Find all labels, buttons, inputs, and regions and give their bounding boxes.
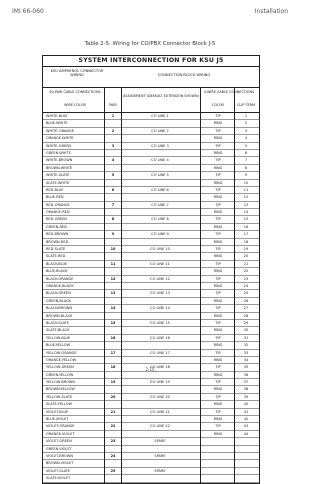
color-cell: TIP (215, 173, 221, 178)
clip-term-cell: 40 (243, 402, 249, 407)
table-row (43, 320, 259, 327)
pair-cell: 20 (110, 394, 116, 399)
table-row (43, 150, 259, 157)
pair-cell: 1 (111, 114, 115, 118)
clip-term-cell: 3 (244, 128, 248, 133)
assignment-cell: CO LINE 5 (151, 173, 169, 178)
table-row (43, 172, 259, 179)
color-cell: TIP (215, 217, 221, 222)
color-cell: TIP (215, 202, 221, 207)
wire-color-cell: YELLOW-GREEN (46, 365, 74, 370)
pair-cell: 13 (110, 291, 116, 296)
clip-term-cell: 29 (243, 320, 249, 325)
table-row (43, 431, 259, 438)
table-row (43, 165, 259, 172)
clip-term-cell: 5 (244, 143, 248, 148)
wire-color-cell: ORANGE-YELLOW (46, 357, 77, 362)
assignment-cell: CO LINE 10 (150, 247, 170, 252)
wire-color-cell: VIOLET-ORANGE (46, 424, 75, 429)
table-body (43, 113, 259, 483)
assignment-cell: CO LINE 8 (151, 217, 169, 222)
pair-cell: 9 (111, 232, 115, 237)
wire-color-cell: BLACK-BLUE (46, 261, 68, 266)
color-heading: COLOR (212, 103, 224, 107)
assignment-cell: CO LINE 2 (151, 128, 169, 133)
wire-color-cell: VIOLET-BROWN (46, 453, 73, 458)
pair-cell: 12 (110, 276, 116, 281)
color-cell: TIP (215, 394, 221, 399)
header-group (43, 67, 259, 88)
color-cell: TIP (215, 187, 221, 192)
pair-cell: 10 (110, 247, 116, 252)
color-cell: TIP (215, 261, 221, 266)
clip-term-cell: 35 (243, 365, 249, 370)
section-title: Installation (254, 8, 288, 15)
wire-color-cell: SLATE-VIOLET (46, 476, 71, 481)
clip-term-cell: 41 (243, 409, 249, 414)
pair-cell: 24 (110, 453, 116, 458)
color-cell: RING (213, 343, 223, 348)
table-row (43, 209, 259, 216)
clip-term-cell: 27 (243, 306, 249, 311)
clip-term-cell: 38 (243, 387, 249, 392)
clip-term-cell: 13 (243, 202, 249, 207)
color-cell: TIP (215, 306, 221, 311)
table-row (43, 305, 259, 312)
table-row (43, 446, 259, 453)
wire-color-cell: WHITE-GREEN (46, 143, 72, 148)
wire-color-cell: GREEN-VIOLET (46, 446, 72, 451)
table-row (43, 298, 259, 305)
four-wire-heading: 4-WIRE CABLE CONNECTIONS (203, 90, 255, 94)
clip-term-cell: 36 (243, 372, 249, 377)
wire-color-cell: YELLOW-SLATE (46, 394, 73, 399)
assignment-cell: CO LINE 14 (150, 306, 170, 311)
clip-term-cell: 42 (243, 417, 249, 422)
color-cell: RING (213, 372, 223, 377)
wire-color-cell: GREEN-BLACK (46, 298, 71, 303)
assignment-cell: CO LINE 19 (150, 380, 170, 385)
table-row (43, 438, 259, 445)
pair-cell: 21 (110, 409, 116, 414)
wire-color-cell: VIOLET-BLUE (46, 409, 69, 414)
wire-color-cell: BLUE-VIOLET (46, 417, 69, 422)
wire-color-cell: BLACK-GREEN (46, 291, 71, 296)
assignment-cell: CO LINE 20 (150, 394, 170, 399)
pair-cell: 2 (111, 128, 115, 133)
table-row (43, 460, 259, 467)
table-row (43, 423, 259, 430)
wire-color-cell: GREEN-WHITE (46, 150, 71, 155)
column-divider (234, 87, 235, 483)
table-row (43, 180, 259, 187)
assignment-cell: SPARE (154, 453, 166, 458)
wire-color-cell: BROWN-WHITE (46, 165, 73, 170)
color-cell: RING (213, 150, 223, 155)
color-cell: RING (213, 431, 223, 436)
wire-color-cell: BLUE-BLACK (46, 269, 68, 274)
clip-term-cell: 14 (243, 210, 249, 215)
assignment-cell: CO LINE 15 (150, 320, 170, 325)
wire-color-cell: RED-GREEN (46, 217, 67, 222)
wire-color-cell: BLUE-YELLOW (46, 343, 71, 348)
assignment-cell: SPARE (154, 439, 166, 444)
clip-term-cell: 18 (243, 239, 249, 244)
table-row (43, 335, 259, 342)
pair-cell: 15 (110, 320, 116, 325)
wire-color-cell: WHITE-BROWN (46, 158, 73, 163)
wire-color-cell: ORANGE-BLACK (46, 283, 74, 288)
wire-color-cell: YELLOW-ORANGE (46, 350, 77, 355)
assignment-cell: CO LINE 7 (151, 202, 169, 207)
wire-color-cell: VIOLET-SLATE (46, 468, 71, 473)
table-row (43, 283, 259, 290)
table-row (43, 313, 259, 320)
assignment-cell: CO LINE 6 (151, 187, 169, 192)
color-cell: TIP (215, 232, 221, 237)
color-cell: RING (213, 328, 223, 333)
wire-color-cell: VIOLET-GREEN (46, 439, 72, 444)
pair-cell: 17 (110, 350, 116, 355)
wire-color-cell: ORANGE-VIOLET (46, 431, 75, 436)
clip-term-cell: 16 (243, 224, 249, 229)
wire-color-cell: BLACK-ORANGE (46, 276, 74, 281)
clip-term-cell: 44 (243, 431, 249, 436)
assignment-cell: CO LINE 12 (150, 276, 170, 281)
clip-term-cell: 31 (243, 335, 249, 340)
wire-color-cell: SLATE-YELLOW (46, 402, 72, 407)
table-row (43, 409, 259, 416)
column-headers (43, 88, 259, 113)
assignment-cell: CO LINE 4 (151, 158, 169, 163)
clip-term-cell: 20 (243, 254, 249, 259)
color-cell: RING (213, 180, 223, 185)
color-cell: RING (213, 165, 223, 170)
pair-cell: 23 (110, 439, 116, 444)
color-cell: TIP (215, 350, 221, 355)
pair-cell: 5 (111, 173, 115, 178)
pair-cell: 14 (110, 306, 116, 311)
clip-term-cell: 2 (244, 121, 248, 126)
color-cell: TIP (215, 143, 221, 148)
pair-heading: PAIR (109, 103, 117, 107)
wire-color-cell: BROWN-BLACK (46, 313, 73, 318)
pair-cell: 8 (111, 217, 115, 222)
clip-term-cell: 22 (243, 269, 249, 274)
clip-term-cell: 17 (243, 232, 249, 237)
color-cell: TIP (215, 424, 221, 429)
color-cell: RING (213, 298, 223, 303)
wire-color-heading: WIRE COLOR (64, 103, 86, 107)
table-row (43, 202, 259, 209)
clip-term-cell: 25 (243, 291, 249, 296)
column-divider (200, 87, 201, 483)
table-row (43, 327, 259, 334)
color-cell: TIP (215, 380, 221, 385)
table-row (43, 394, 259, 401)
wire-color-cell: RED-ORANGE (46, 202, 70, 207)
table-row (43, 113, 259, 120)
color-cell: TIP (215, 247, 221, 252)
clip-term-cell: 11 (243, 187, 249, 192)
table-row (43, 231, 259, 238)
pair-cell: 18 (110, 365, 116, 370)
clip-term-cell: 12 (243, 195, 249, 200)
table-row (43, 187, 259, 194)
table-row (43, 253, 259, 260)
clip-term-cell: 32 (243, 343, 249, 348)
clip-term-cell: 6 (244, 150, 248, 155)
color-cell: TIP (215, 409, 221, 414)
wire-color-cell: YELLOW-BROWN (46, 380, 76, 385)
wire-color-cell: RED-SLATE (46, 247, 66, 252)
pair-cell: 11 (110, 261, 116, 266)
table-row (43, 379, 259, 386)
table-row (43, 416, 259, 423)
interconnection-table (42, 55, 260, 484)
table-row (43, 157, 259, 164)
wire-color-cell: RED-BROWN (46, 232, 69, 237)
clip-term-cell: 23 (243, 276, 249, 281)
table-row (43, 342, 259, 349)
clip-term-cell: 30 (243, 328, 249, 333)
color-cell: TIP (215, 158, 221, 163)
table-row (43, 246, 259, 253)
clip-term-cell: 33 (243, 350, 249, 355)
table-row (43, 290, 259, 297)
pair-cell: 16 (110, 335, 116, 340)
clip-term-cell: 8 (244, 165, 248, 170)
assignment-cell: CO LINE 21 (150, 409, 170, 414)
clip-term-cell: 10 (243, 180, 249, 185)
table-row (43, 475, 259, 482)
color-cell: TIP (215, 291, 221, 296)
color-cell: TIP (215, 114, 221, 118)
assignment-cell: CO LINE 3 (151, 143, 169, 148)
table-row (43, 276, 259, 283)
clip-term-cell: 19 (243, 247, 249, 252)
column-divider (104, 87, 105, 483)
column-divider (121, 87, 122, 483)
pair-cell: 22 (110, 424, 116, 429)
table-row (43, 386, 259, 393)
wire-color-cell: YELLOW-BLUE (46, 335, 71, 340)
table-row (43, 372, 259, 379)
assignment-cell: CO LINE 1 (151, 114, 169, 118)
clip-term-cell: 15 (243, 217, 249, 222)
table-row (43, 120, 259, 127)
color-cell: RING (213, 210, 223, 215)
color-cell: TIP (215, 276, 221, 281)
clip-term-cell: 37 (243, 380, 249, 385)
table-row (43, 350, 259, 357)
assignment-cell: CO LINE 16 (150, 335, 170, 340)
assignment-cell: SPARE (154, 468, 166, 473)
clip-term-cell: 28 (243, 313, 249, 318)
assignment-cell: CO LINE 17 (150, 350, 170, 355)
wire-color-cell: RED-BLUE (46, 187, 64, 192)
page-number: 2-15 (145, 367, 155, 372)
wire-color-cell: ORANGE-RED (46, 210, 70, 215)
wire-color-cell: SLATE-BLACK (46, 328, 70, 333)
table-row (43, 268, 259, 275)
wire-color-cell: WHITE-ORANGE (46, 128, 74, 133)
color-cell: RING (213, 387, 223, 392)
table-row (43, 128, 259, 135)
color-cell: RING (213, 357, 223, 362)
assignment-cell: CO LINE 18 (150, 365, 170, 370)
wire-color-cell: BROWN-RED (46, 239, 69, 244)
table-row (43, 224, 259, 231)
wire-color-cell: SLATE-WHITE (46, 180, 70, 185)
wire-color-cell: SLATE-RED (46, 254, 66, 259)
table-title: SYSTEM INTERCONNECTION FOR KSU J5 (43, 56, 259, 67)
assignment-cell: CO LINE 13 (150, 291, 170, 296)
clip-term-cell: 24 (243, 283, 249, 288)
table-row (43, 194, 259, 201)
pair-cell: 7 (111, 202, 115, 207)
doc-id: IMI 66-060 (12, 8, 44, 15)
color-cell: TIP (215, 320, 221, 325)
ksu-connector-heading: KSU AMPHENOL CONNECTOR WIRING (50, 69, 104, 77)
clip-term-cell: 9 (244, 173, 248, 178)
color-cell: RING (213, 269, 223, 274)
table-row (43, 143, 259, 150)
color-cell: TIP (215, 128, 221, 133)
assignment-heading: ASSIGNMENT (DEFAULT EXTENSION SHOWN) (123, 94, 199, 98)
clip-term-cell: 34 (243, 357, 249, 362)
color-cell: RING (213, 417, 223, 422)
wire-color-cell: WHITE-SLATE (46, 173, 70, 178)
color-cell: RING (213, 195, 223, 200)
table-row (43, 261, 259, 268)
clip-term-cell: 43 (243, 424, 249, 429)
clip-term-cell: 1 (244, 114, 248, 118)
table-row (43, 453, 259, 460)
wire-color-cell: WHITE-BLUE (46, 114, 68, 118)
color-cell: RING (213, 254, 223, 259)
wire-color-cell: BLUE-RED (46, 195, 64, 200)
block-wiring-heading: CONNECTION BLOCK WIRING (157, 73, 211, 77)
table-row (43, 216, 259, 223)
wire-color-cell: ORANGE-WHITE (46, 136, 74, 141)
color-cell: RING (213, 239, 223, 244)
color-cell: RING (213, 313, 223, 318)
wire-color-cell: BLACK-BROWN (46, 306, 72, 311)
table-row (43, 357, 259, 364)
wire-color-cell: GREEN-RED (46, 224, 67, 229)
table-row (43, 401, 259, 408)
clip-term-cell: 21 (243, 261, 249, 266)
wire-color-cell: GREEN-YELLOW (46, 372, 74, 377)
wire-color-cell: BROWN-VIOLET (46, 461, 74, 466)
assignment-cell: CO LINE 9 (151, 232, 169, 237)
color-cell: TIP (215, 365, 221, 370)
table-caption: Table 2-5. Wiring for CO/PBX Connector Block J-5 (84, 41, 216, 47)
wire-color-cell: BLACK-SLATE (46, 320, 70, 325)
color-cell: RING (213, 283, 223, 288)
pair-cable-heading: 50-PAIR CABLE CONNECTIONS (49, 90, 101, 94)
clip-term-cell: 39 (243, 394, 249, 399)
table-row (43, 468, 259, 475)
color-cell: RING (213, 402, 223, 407)
pair-cell: 6 (111, 187, 115, 192)
pair-cell: 3 (111, 143, 115, 148)
table-row (43, 135, 259, 142)
assignment-cell: CO LINE 22 (150, 424, 170, 429)
wire-color-cell: BLUE-WHITE (46, 121, 68, 126)
assignment-cell: CO LINE 11 (150, 261, 170, 266)
pair-cell: 4 (111, 158, 115, 163)
color-cell: RING (213, 121, 223, 126)
pair-cell: 19 (110, 380, 116, 385)
clip-term-cell: 26 (243, 298, 249, 303)
color-cell: TIP (215, 335, 221, 340)
wire-color-cell: BROWN-YELLOW (46, 387, 75, 392)
pair-cell: 25 (110, 468, 116, 473)
clip-heading: CLIP TERM (237, 103, 255, 107)
clip-term-cell: 4 (244, 136, 248, 141)
color-cell: RING (213, 224, 223, 229)
color-cell: RING (213, 136, 223, 141)
table-row (43, 239, 259, 246)
clip-term-cell: 7 (244, 158, 248, 163)
